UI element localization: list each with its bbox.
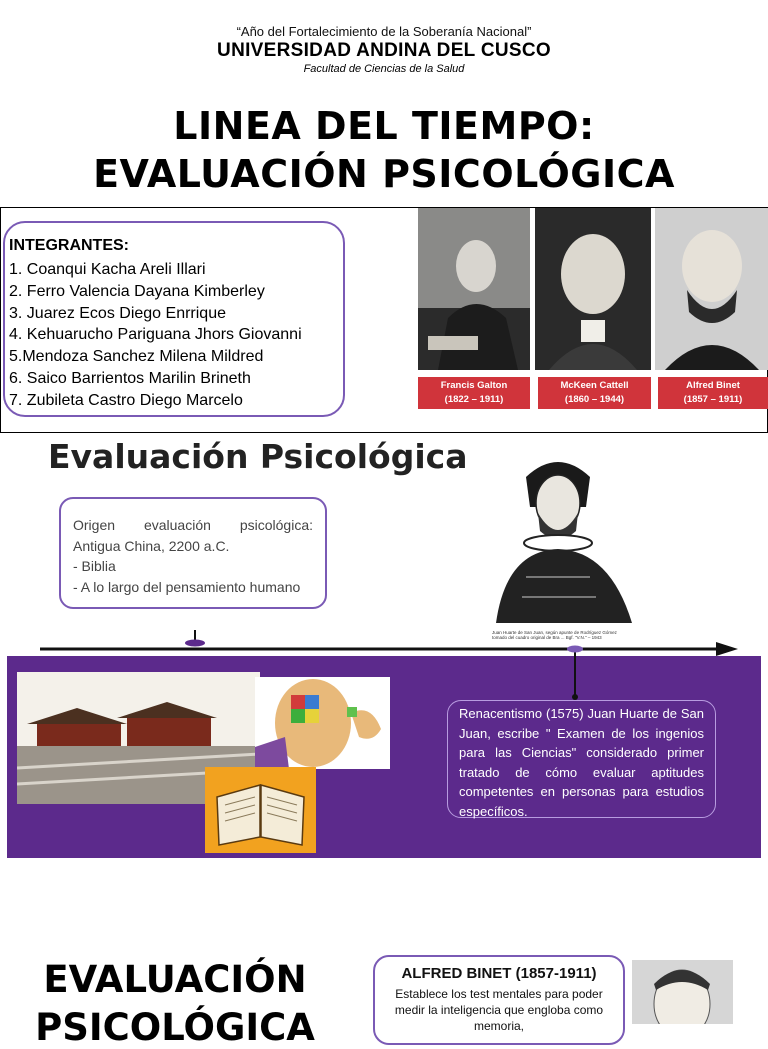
origin-line4: - A lo largo del pensamiento humano	[73, 578, 301, 595]
binet-text: Establece los test mentales para poder medir la inteligencia que engloba como memoria,	[394, 987, 604, 1033]
members-box	[3, 221, 345, 417]
galton-name: Francis Galton	[440, 380, 508, 391]
origin-line3: - Biblia	[73, 558, 116, 574]
member-item: 5.Mendoza Sanchez Milena Mildred	[9, 348, 264, 366]
galton-years: (1822 – 1911)	[444, 394, 504, 405]
members-heading: INTEGRANTES:	[9, 237, 129, 254]
binet-caption	[658, 377, 768, 409]
member-item: 7. Zubileta Castro Diego Marcelo	[9, 391, 243, 409]
binet-photo	[632, 960, 733, 1024]
university-name: UNIVERSIDAD ANDINA DEL CUSCO	[217, 40, 551, 61]
cattell-portrait	[535, 208, 651, 370]
member-item: 2. Ferro Valencia Dayana Kimberley	[9, 282, 265, 300]
section2-title-line2: PSICOLÓGICA	[35, 1006, 315, 1049]
galton-portrait	[418, 208, 530, 370]
binet-portrait	[655, 208, 768, 370]
origin-line2: Antigua China, 2200 a.C.	[73, 537, 230, 554]
motto-text: “Año del Fortalecimiento de la Soberanía Nacional”	[236, 24, 532, 39]
section-title: Evaluación Psicológica	[48, 437, 468, 476]
page-title-line2: EVALUACIÓN PSICOLÓGICA	[93, 152, 675, 196]
page-title-line1: LINEA DEL TIEMPO:	[173, 104, 595, 148]
puzzle-head-image	[255, 677, 390, 769]
binet-years: (1857 – 1911)	[683, 394, 743, 405]
member-item: 4. Kehuarucho Pariguana Jhors Giovanni	[9, 326, 302, 344]
cattell-name: McKeen Cattell	[560, 380, 629, 391]
cattell-years: (1860 – 1944)	[564, 394, 625, 405]
member-item: 1. Coanqui Kacha Areli Illari	[9, 261, 206, 278]
huarte-box: Renacentismo (1575) Juan Huarte de San Juan, escribe " Examen de los ingenios para las Ciencias" considerado primer tratado de cómo evaluar aptitudes competentes en personas para estudios específicos.	[447, 700, 716, 818]
cattell-caption	[538, 377, 651, 409]
binet-info-box	[373, 955, 625, 1045]
members-list	[9, 259, 302, 412]
section2-title-line1: EVALUACIÓN	[43, 958, 307, 1001]
engraving-caption: Juan Huarte de San Juan, según apunte de Rodríguez Gómez tomado del cuadro original de Bra ... Bgf. "V.N." – 1943	[492, 630, 617, 640]
member-item: 6. Saico Barrientos Marilin Brineth	[9, 369, 251, 387]
galton-caption	[418, 377, 530, 409]
origin-line1: Origen evaluación psicológica:	[73, 517, 313, 533]
open-bible-image	[205, 767, 316, 853]
binet-name: Alfred Binet	[686, 380, 740, 391]
faculty-name: Facultad de Ciencias de la Salud	[303, 63, 465, 75]
origin-box	[59, 497, 327, 609]
huarte-engraving	[486, 447, 638, 639]
binet-heading: ALFRED BINET (1857-1911)	[401, 965, 597, 982]
member-item: 3. Juarez Ecos Diego Enrrique	[9, 304, 226, 322]
